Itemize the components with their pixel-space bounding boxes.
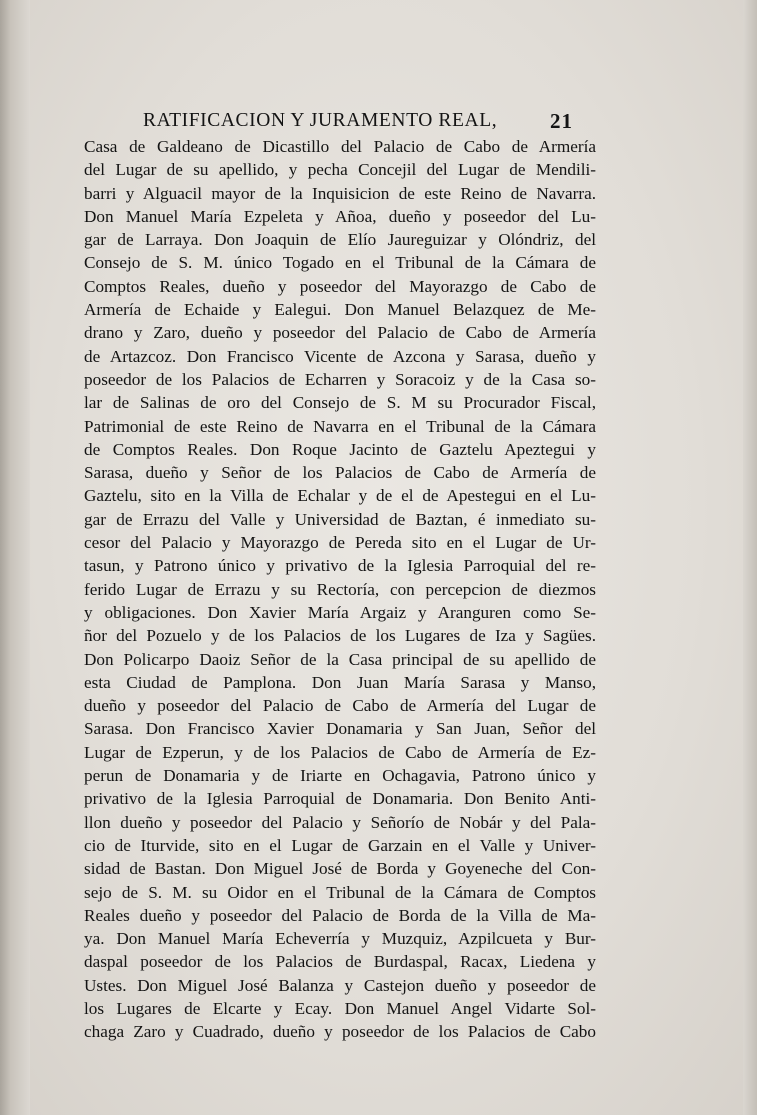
text-line: Gaztelu, sito en la Villa de Echalar y de el de Apestegui en el Lu- — [84, 486, 596, 506]
text-line: barri y Alguacil mayor de la Inquisicion de este Reino de Navarra. — [84, 183, 596, 203]
text-line: Lugar de Ezperun, y de los Palacios de Cabo de Armería de Ez- — [84, 742, 596, 762]
text-line: y obligaciones. Don Xavier María Argaiz y Aranguren como Se- — [84, 602, 596, 622]
text-line: chaga Zaro y Cuadrado, dueño y poseedor de los Palacios de Cabo — [84, 1022, 596, 1042]
text-line: cesor del Palacio y Mayorazgo de Pereda sito en el Lugar de Ur- — [84, 533, 596, 553]
text-line: Sarasa, dueño y Señor de los Palacios de Cabo de Armería de — [84, 463, 596, 483]
text-line: Ustes. Don Miguel José Balanza y Castejon dueño y poseedor de — [84, 975, 596, 995]
text-line: Casa de Galdeano de Dicastillo del Palacio de Cabo de Armería — [84, 137, 596, 156]
text-line: poseedor de los Palacios de Echarren y Soracoiz y de la Casa so- — [84, 369, 596, 389]
text-line: lar de Salinas de oro del Consejo de S. M su Procurador Fiscal, — [84, 393, 596, 413]
text-line: perun de Donamaria y de Iriarte en Ochagavia, Patrono único y — [84, 766, 596, 786]
text-line: sidad de Bastan. Don Miguel José de Borda y Goyeneche del Con- — [84, 859, 596, 879]
text-line: esta Ciudad de Pamplona. Don Juan María Sarasa y Manso, — [84, 672, 596, 692]
text-line: Armería de Echaide y Ealegui. Don Manuel Belazquez de Me- — [84, 300, 596, 320]
page-number: 21 — [550, 109, 573, 133]
text-line: tasun, y Patrono único y privativo de la Iglesia Parroquial del re- — [84, 556, 596, 576]
text-line: daspal poseedor de los Palacios de Burdaspal, Racax, Liedena y — [84, 952, 596, 972]
text-line: de Artazcoz. Don Francisco Vicente de Azcona y Sarasa, dueño y — [84, 346, 596, 366]
text-line: Don Policarpo Daoiz Señor de la Casa principal de su apellido de — [84, 649, 596, 669]
text-line: ferido Lugar de Errazu y su Rectoría, con percepcion de diezmos — [84, 579, 596, 599]
text-line: del Lugar de su apellido, y pecha Concejil del Lugar de Mendili- — [84, 160, 596, 180]
text-line: Consejo de S. M. único Togado en el Tribunal de la Cámara de — [84, 253, 596, 273]
text-line: dueño y poseedor del Palacio de Cabo de Armería del Lugar de — [84, 696, 596, 716]
text-line: los Lugares de Elcarte y Ecay. Don Manuel Angel Vidarte Sol- — [84, 998, 596, 1018]
text-line: drano y Zaro, dueño y poseedor del Palacio de Cabo de Armería — [84, 323, 596, 343]
text-line: gar de Errazu del Valle y Universidad de Baztan, é inmediato su- — [84, 509, 596, 529]
text-line: ñor del Pozuelo y de los Palacios de los Lugares de Iza y Sagües. — [84, 626, 596, 646]
page-gutter-shadow — [0, 0, 30, 1115]
text-line: Comptos Reales, dueño y poseedor del Mayorazgo de Cabo de — [84, 276, 596, 296]
text-line: de Comptos Reales. Don Roque Jacinto de Gaztelu Apeztegui y — [84, 439, 596, 459]
text-line: Don Manuel María Ezpeleta y Añoa, dueño y poseedor del Lu- — [84, 206, 596, 226]
text-line: privativo de la Iglesia Parroquial de Donamaria. Don Benito Anti- — [84, 789, 596, 809]
running-title: RATIFICACION Y JURAMENTO REAL, — [143, 110, 498, 131]
text-line: llon dueño y poseedor del Palacio y Señorío de Nobár y del Pala- — [84, 812, 596, 832]
text-line: Patrimonial de este Reino de Navarra en el Tribunal de la Cámara — [84, 416, 596, 436]
text-line: sejo de S. M. su Oidor en el Tribunal de la Cámara de Comptos — [84, 882, 596, 902]
text-line: gar de Larraya. Don Joaquin de Elío Jaureguizar y Olóndriz, del — [84, 230, 596, 250]
text-line: Reales dueño y poseedor del Palacio de Borda de la Villa de Ma- — [84, 905, 596, 925]
text-line: ya. Don Manuel María Echeverría y Muzquiz, Azpilcueta y Bur- — [84, 929, 596, 949]
body-text — [84, 135, 596, 1044]
text-line: Sarasa. Don Francisco Xavier Donamaria y San Juan, Señor del — [84, 719, 596, 739]
page-header — [143, 105, 573, 137]
page-edge-shadow — [743, 0, 757, 1115]
text-line: cio de Iturvide, sito en el Lugar de Garzain en el Valle y Univer- — [84, 835, 596, 855]
